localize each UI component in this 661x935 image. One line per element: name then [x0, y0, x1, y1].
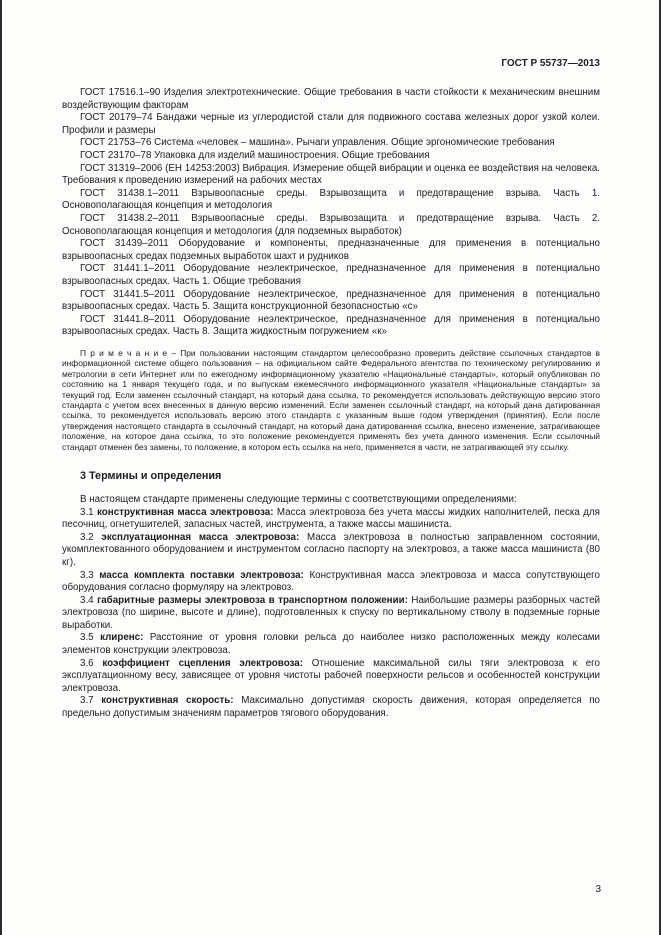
reference-item: ГОСТ 31438.2–2011 Взрывоопасные среды. Взрывозащита и предотвращение взрыва. Часть 2. Основополагающая концепция и методология (для подземных выработок)	[62, 212, 600, 237]
term-text: Отношение максимальной силы тяги электровоза к его эксплуатационному весу, зависящее от уровня чистоты рабочей поверхности рельсов и особенностей конструкции электровоза.	[62, 657, 600, 694]
term-number: 3.5	[80, 632, 94, 644]
reference-item: ГОСТ 31441.5–2011 Оборудование неэлектрическое, предназначенное для применения в потенциально взрывоопасных средах. Часть 5. Защита конструкционной безопасностью «с»	[62, 288, 600, 313]
term-name: конструктивная скорость:	[101, 695, 234, 707]
term-number: 3.7	[80, 695, 94, 707]
term-definition	[62, 695, 600, 720]
reference-item: ГОСТ 31441.8–2011 Оборудование неэлектрическое, предназначенное для применения в потенциально взрывоопасных средах. Часть 8. Защита жидкостным погружением «к»	[62, 313, 600, 338]
term-name: клиренс:	[100, 632, 144, 644]
term-number: 3.3	[80, 569, 94, 581]
term-definition	[62, 632, 600, 657]
page-number: 3	[595, 884, 601, 895]
term-name: масса комплекта поставки электровоза:	[99, 569, 304, 581]
note-paragraph: П р и м е ч а н и е – При пользовании настоящим стандартом целесообразно проверить действие ссылочных стандартов в информационной системе общего пользования – на официальном сайте Федерального агентства по техническому регулированию и метрологии в сети Интернет или по ежегодному информационному указателю «Национальные стандарты», который опубликован по состоянию на 1 января текущего года, и по выпускам ежемесячного информационного указателя «Национальные стандарты» за текущий год. Если заменен ссылочный стандарт, на который дана ссылка, то рекомендуется использовать действующую версию этого стандарта с учетом всех внесенных в данную версию изменений. Если заменен ссылочный стандарт, на который дана датированная ссылка, то рекомендуется использовать версию этого стандарта с указанным выше годом утверждения (принятия). Если после утверждения настоящего стандарта в ссылочный стандарт, на который дана датированная ссылка, внесено изменение, затрагивающее положение, на которое дана ссылка, то это положение рекомендуется применять без учета данного изменения. Если ссылочный стандарт отменен без замены, то положение, в котором есть ссылка на него, применяется в части, не затрагивающей эту ссылку.	[62, 347, 600, 452]
section-heading: 3 Термины и определения	[80, 469, 222, 482]
reference-item: ГОСТ 21753–76 Система «человек – машина». Рычаги управления. Общие эргономические требования	[80, 137, 555, 149]
term-number: 3.4	[80, 594, 94, 606]
reference-item: ГОСТ 31441.1–2011 Оборудование неэлектрическое, предназначенное для применения в потенциально взрывоопасных средах. Часть 1. Общие требования	[62, 263, 600, 287]
term-text: Масса электровоза без учета массы жидких наполнителей, песка для песочниц, огнетушителей, запасных частей, инструмента, а также массы машиниста.	[62, 506, 600, 531]
term-definition	[62, 658, 600, 696]
term-text: Максимально допустимая скорость движения, которая определяется по предельно допустимым значениям параметров тягового оборудования.	[62, 695, 600, 720]
term-definition	[62, 532, 600, 570]
term-number: 3.6	[80, 657, 94, 669]
references-list	[62, 87, 600, 339]
term-name: коэффициент сцепления электровоза:	[102, 657, 303, 669]
document-number: ГОСТ Р 55737—2013	[501, 58, 600, 69]
scan-edge-left	[0, 0, 2, 935]
term-definition	[62, 570, 600, 595]
term-text: Наибольшие размеры разборных частей электровоза (по ширине, высоте и длине), подготовленных к спуску по вертикальному стволу в подземные горные выработки.	[62, 594, 600, 631]
term-name: конструктивная масса электровоза:	[97, 506, 274, 518]
term-definition	[62, 507, 600, 532]
term-text: Масса электровоза в полностью заправленном состоянии, укомплектованного оборудованием и инструментом согласно паспорту на электровоз, а также масса машиниста (80 кг).	[62, 531, 600, 568]
section-intro: В настоящем стандарте применены следующие термины с соответствующими определениями:	[80, 493, 517, 505]
term-text: Конструктивная масса электровоза и масса сопутствующего оборудования согласно формуляру на электровоз.	[62, 569, 600, 594]
term-text: Расстояние от уровня головки рельса до наиболее низко расположенных между колесами элементов конструкции электровоза.	[62, 632, 600, 657]
reference-item: ГОСТ 20179–74 Бандажи черные из углеродистой стали для подвижного состава железных дорог узкой колеи. Профили и размеры	[62, 112, 600, 136]
reference-item: ГОСТ 31319–2006 (ЕН 14253:2003) Вибрация. Измерение общей вибрации и оценка ее воздействия на человека. Требования к проведению измерений на рабочих местах	[62, 162, 600, 187]
term-number: 3.1	[80, 506, 94, 518]
reference-item: ГОСТ 23170–78 Упаковка для изделий машиностроения. Общие требования	[80, 149, 430, 161]
reference-item: ГОСТ 17516.1–90 Изделия электротехнические. Общие требования в части стойкости к механическим внешним воздействующим факторам	[62, 87, 600, 111]
page-content	[62, 58, 600, 721]
reference-item: ГОСТ 31438.1–2011 Взрывоопасные среды. Взрывозащита и предотвращение взрыва. Часть 1. Основополагающая концепция и методология	[62, 187, 600, 212]
term-name: эксплуатационная масса электровоза:	[101, 531, 300, 543]
term-definition	[62, 595, 600, 633]
reference-item: ГОСТ 31439–2011 Оборудование и компоненты, предназначенные для применения в потенциально взрывоопасных средах подземных выработок шахт и рудников	[62, 238, 600, 262]
term-number: 3.2	[80, 531, 94, 543]
term-name: габаритные размеры электровоза в транспортном положении:	[97, 594, 408, 606]
